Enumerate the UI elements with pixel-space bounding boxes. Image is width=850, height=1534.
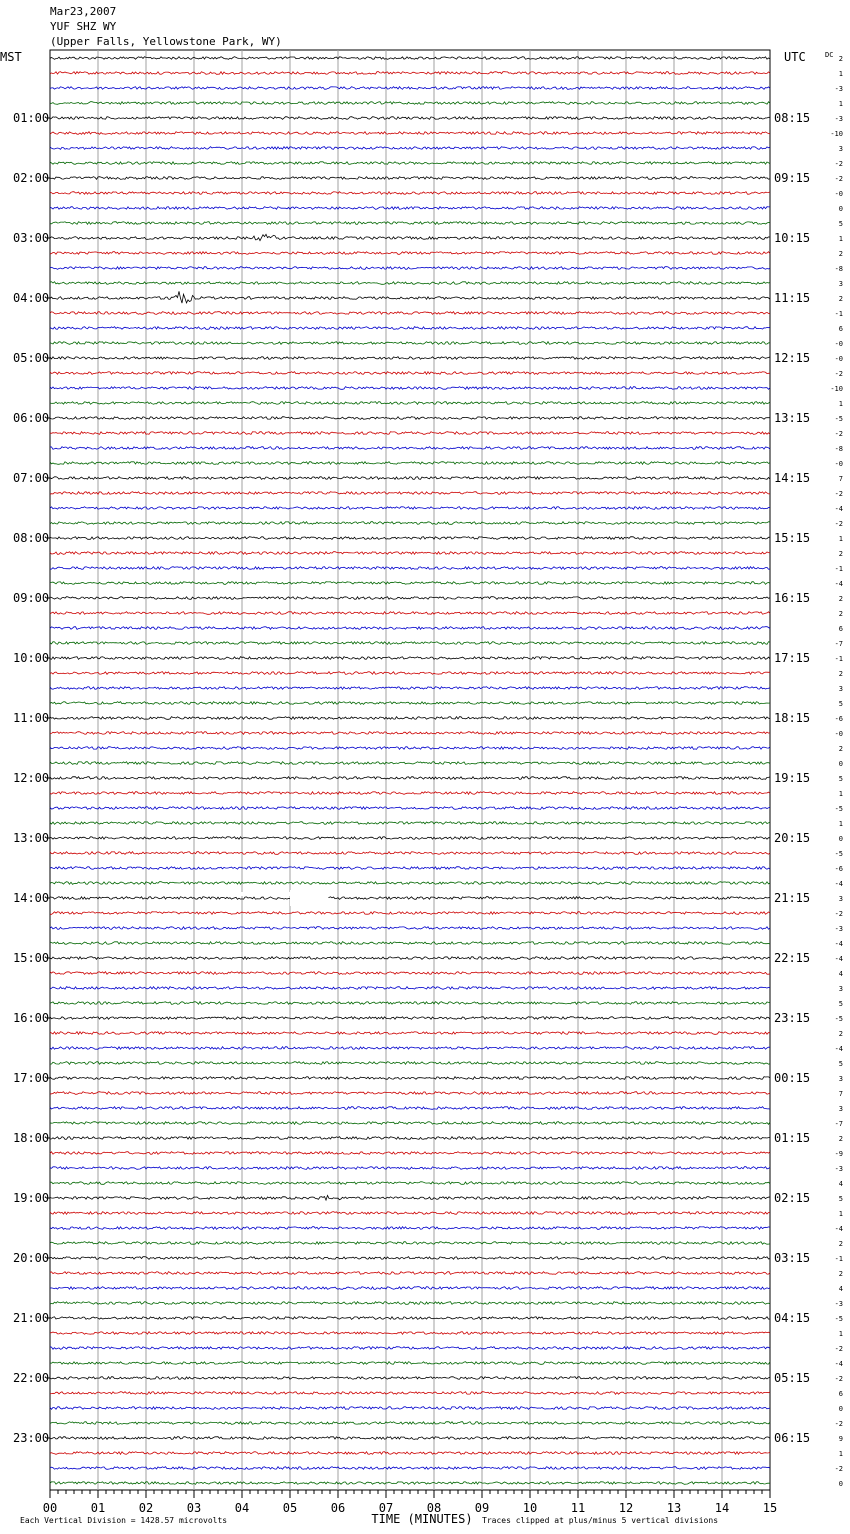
seismic-trace	[50, 1195, 770, 1200]
seismic-trace	[50, 162, 770, 165]
x-tick-label: 00	[42, 1501, 58, 1515]
x-tick-label: 02	[138, 1501, 154, 1515]
dc-offset-label: 2	[838, 1240, 843, 1248]
seismic-trace	[50, 57, 770, 60]
dc-offset-label: -6	[834, 865, 843, 873]
mst-hour-label: 18:00	[13, 1131, 50, 1145]
dc-offset-label: 7	[838, 1090, 843, 1098]
seismic-trace	[50, 1077, 770, 1080]
utc-hour-label: 00:15	[774, 1071, 811, 1085]
seismic-trace	[50, 1407, 770, 1410]
mst-hour-label: 21:00	[13, 1311, 50, 1325]
mst-hour-label: 08:00	[13, 531, 50, 545]
dc-offset-label: 2	[838, 595, 843, 603]
seismic-trace	[50, 912, 770, 915]
seismic-trace	[50, 1167, 770, 1170]
dc-offset-label: 1	[838, 400, 843, 408]
dc-offset-label: 0	[838, 760, 843, 768]
x-tick-label: 03	[186, 1501, 202, 1515]
seismic-trace	[50, 822, 770, 825]
seismic-trace	[50, 327, 770, 330]
dc-offset-label: -1	[834, 565, 843, 573]
dc-offset-label: -9	[834, 1150, 843, 1158]
dc-offset-label: -0	[834, 355, 843, 363]
dc-offset-label: -7	[834, 1120, 843, 1128]
mst-hour-label: 03:00	[13, 231, 50, 245]
mst-hour-label: 11:00	[13, 711, 50, 725]
mst-hour-label: 20:00	[13, 1251, 50, 1265]
utc-hour-label: 23:15	[774, 1011, 811, 1025]
utc-hour-label: 08:15	[774, 111, 811, 125]
dc-offset-label: 1	[838, 1210, 843, 1218]
seismic-trace	[50, 1452, 770, 1455]
dc-offset-label: 0	[838, 205, 843, 213]
dc-offset-label: -0	[834, 730, 843, 738]
dc-offset-label: -3	[834, 1300, 843, 1308]
dc-offset-label: -2	[834, 1420, 843, 1428]
seismic-trace	[50, 1227, 770, 1230]
dc-offset-label: -3	[834, 115, 843, 123]
dc-offset-label: -4	[834, 580, 843, 588]
mst-hour-label: 23:00	[13, 1431, 50, 1445]
dc-offset-label: 5	[838, 775, 843, 783]
seismic-trace	[50, 1347, 770, 1350]
dc-offset-label: -4	[834, 1360, 843, 1368]
seismic-trace	[50, 507, 770, 510]
seismic-trace	[50, 987, 770, 990]
dc-offset-label: -4	[834, 1045, 843, 1053]
dc-offset-label: -4	[834, 1225, 843, 1233]
seismic-trace	[50, 252, 770, 255]
x-axis-title: TIME (MINUTES)	[371, 1512, 473, 1526]
seismic-trace	[50, 492, 770, 495]
seismic-trace	[50, 402, 770, 405]
utc-hour-label: 18:15	[774, 711, 811, 725]
seismic-trace	[50, 1272, 770, 1275]
seismic-trace	[50, 342, 770, 345]
seismic-trace	[50, 267, 770, 270]
dc-offset-label: 5	[838, 1060, 843, 1068]
mst-hour-label: 06:00	[13, 411, 50, 425]
mst-hour-label: 22:00	[13, 1371, 50, 1385]
dc-offset-label: -8	[834, 265, 843, 273]
seismic-trace	[50, 462, 770, 465]
dc-offset-label: 2	[838, 670, 843, 678]
seismic-trace	[50, 291, 770, 303]
mst-hour-label: 01:00	[13, 111, 50, 125]
seismic-trace	[50, 1152, 770, 1155]
dc-offset-label: -2	[834, 160, 843, 168]
seismic-trace	[50, 702, 770, 705]
dc-offset-label: -2	[834, 1345, 843, 1353]
dc-offset-label: -0	[834, 460, 843, 468]
utc-hour-label: 21:15	[774, 891, 811, 905]
dc-offset-label: -5	[834, 805, 843, 813]
seismic-trace	[50, 387, 770, 390]
utc-hour-label: 12:15	[774, 351, 811, 365]
seismic-trace	[50, 1182, 770, 1185]
dc-offset-label: 2	[838, 55, 843, 63]
seismic-trace	[50, 792, 770, 795]
dc-offset-label: 1	[838, 235, 843, 243]
seismic-trace	[50, 957, 770, 960]
seismic-trace	[50, 102, 770, 105]
dc-offset-label: -7	[834, 640, 843, 648]
dc-offset-label: -2	[834, 175, 843, 183]
x-tick-label: 05	[282, 1501, 298, 1515]
x-tick-label: 08	[426, 1501, 442, 1515]
dc-offset-label: 3	[838, 685, 843, 693]
dc-offset-label: 1	[838, 1330, 843, 1338]
dc-offset-label: 0	[838, 1405, 843, 1413]
seismic-trace	[50, 1107, 770, 1110]
seismic-trace	[50, 897, 770, 900]
dc-offset-label: 3	[838, 895, 843, 903]
mst-hour-label: 09:00	[13, 591, 50, 605]
seismic-trace	[50, 177, 770, 180]
dc-offset-label: -2	[834, 910, 843, 918]
seismic-trace	[50, 1137, 770, 1140]
seismic-trace	[50, 582, 770, 585]
seismic-trace	[50, 132, 770, 135]
scale-note: Each Vertical Division = 1428.57 microvolts	[20, 1516, 228, 1525]
trace-dropout	[237, 892, 290, 896]
dc-offset-label: 4	[838, 1285, 843, 1293]
seismic-trace	[50, 1362, 770, 1365]
seismic-trace	[50, 1422, 770, 1425]
seismic-trace	[50, 1092, 770, 1095]
utc-hour-label: 14:15	[774, 471, 811, 485]
seismic-trace	[50, 1062, 770, 1065]
seismic-trace	[50, 1377, 770, 1380]
x-tick-label: 12	[618, 1501, 634, 1515]
seismic-trace	[50, 192, 770, 195]
x-tick-label: 10	[522, 1501, 538, 1515]
dc-offset-label: 3	[838, 1105, 843, 1113]
dc-offset-label: -4	[834, 955, 843, 963]
seismic-trace	[50, 777, 770, 780]
dc-offset-label: -5	[834, 1015, 843, 1023]
dc-offset-label: -10	[830, 385, 843, 393]
mst-hour-label: 14:00	[13, 891, 50, 905]
dc-offset-label: 5	[838, 1195, 843, 1203]
dc-offset-label: -5	[834, 1315, 843, 1323]
utc-hour-label: 13:15	[774, 411, 811, 425]
trace-dropout	[290, 890, 328, 906]
dc-offset-label: -0	[834, 340, 843, 348]
clip-note: Traces clipped at plus/minus 5 vertical divisions	[482, 1516, 719, 1525]
utc-hour-label: 19:15	[774, 771, 811, 785]
seismic-trace	[50, 222, 770, 225]
seismic-trace	[50, 207, 770, 210]
seismic-trace	[50, 552, 770, 555]
seismic-trace	[50, 1257, 770, 1260]
x-tick-label: 04	[234, 1501, 250, 1515]
dc-offset-label: 2	[838, 1135, 843, 1143]
mst-hour-label: 15:00	[13, 951, 50, 965]
seismic-trace	[50, 417, 770, 420]
dc-offset-label: 1	[838, 790, 843, 798]
seismic-trace	[50, 687, 770, 690]
seismic-trace	[50, 1467, 770, 1470]
dc-offset-label: -2	[834, 1465, 843, 1473]
seismic-trace	[50, 87, 770, 90]
seismic-trace	[50, 1122, 770, 1125]
x-tick-label: 06	[330, 1501, 346, 1515]
dc-offset-label: -3	[834, 925, 843, 933]
utc-hour-label: 02:15	[774, 1191, 811, 1205]
utc-hour-label: 16:15	[774, 591, 811, 605]
dc-offset-label: 1	[838, 820, 843, 828]
chart-header-location: (Upper Falls, Yellowstone Park, WY)	[50, 35, 282, 48]
x-tick-label: 14	[714, 1501, 730, 1515]
utc-hour-label: 06:15	[774, 1431, 811, 1445]
seismic-trace	[50, 477, 770, 480]
dc-offset-label: 2	[838, 550, 843, 558]
seismic-trace	[50, 762, 770, 765]
seismic-trace	[50, 1392, 770, 1395]
dc-offset-label: -1	[834, 310, 843, 318]
seismic-trace	[50, 942, 770, 945]
dc-offset-label: 1	[838, 100, 843, 108]
seismic-trace	[50, 1317, 770, 1320]
dc-offset-label: 3	[838, 985, 843, 993]
seismic-trace	[50, 372, 770, 375]
dc-offset-label: -5	[834, 850, 843, 858]
dc-offset-label: -10	[830, 130, 843, 138]
dc-offset-label: 2	[838, 1270, 843, 1278]
utc-hour-label: 01:15	[774, 1131, 811, 1145]
dc-offset-label: -1	[834, 1255, 843, 1263]
seismic-trace	[50, 1017, 770, 1020]
dc-offset-label: 6	[838, 625, 843, 633]
seismic-trace	[50, 837, 770, 840]
dc-offset-label: -4	[834, 505, 843, 513]
dc-offset-label: 1	[838, 1450, 843, 1458]
seismic-trace	[50, 627, 770, 630]
dc-offset-label: 2	[838, 1030, 843, 1038]
utc-hour-label: 03:15	[774, 1251, 811, 1265]
dc-offset-label: -2	[834, 1375, 843, 1383]
dc-offset-label: -4	[834, 940, 843, 948]
utc-hour-label: 20:15	[774, 831, 811, 845]
seismic-trace	[50, 882, 770, 885]
seismic-trace	[50, 1047, 770, 1050]
dc-offset-label: 4	[838, 1180, 843, 1188]
mst-hour-label: 02:00	[13, 171, 50, 185]
utc-hour-label: 04:15	[774, 1311, 811, 1325]
x-tick-label: 13	[666, 1501, 682, 1515]
x-tick-label: 07	[378, 1501, 394, 1515]
utc-hour-label: 05:15	[774, 1371, 811, 1385]
dc-offset-label: 5	[838, 700, 843, 708]
seismic-trace	[50, 1332, 770, 1335]
seismic-trace	[50, 747, 770, 750]
seismic-trace	[50, 567, 770, 570]
seismic-trace	[50, 807, 770, 810]
left-axis-title: MST	[0, 50, 22, 64]
dc-offset-label: 4	[838, 970, 843, 978]
plot-frame	[50, 50, 770, 1490]
seismic-trace	[50, 717, 770, 720]
dc-offset-label: 0	[838, 1480, 843, 1488]
dc-offset-label: -1	[834, 655, 843, 663]
dc-offset-label: -5	[834, 415, 843, 423]
seismic-trace	[50, 1212, 770, 1215]
dc-offset-label: 2	[838, 295, 843, 303]
mst-hour-label: 12:00	[13, 771, 50, 785]
dc-offset-label: 2	[838, 610, 843, 618]
mst-hour-label: 10:00	[13, 651, 50, 665]
seismic-trace	[50, 1032, 770, 1035]
seismic-trace	[50, 642, 770, 645]
dc-offset-label: 6	[838, 1390, 843, 1398]
dc-offset-label: 1	[838, 70, 843, 78]
seismic-trace	[50, 282, 770, 285]
x-tick-label: 11	[570, 1501, 586, 1515]
seismic-trace	[50, 852, 770, 855]
seismic-trace	[50, 72, 770, 75]
dc-offset-label: 1	[838, 535, 843, 543]
dc-offset-label: 3	[838, 1075, 843, 1083]
dc-offset-label: 3	[838, 145, 843, 153]
dc-offset-label: 2	[838, 745, 843, 753]
x-tick-label: 09	[474, 1501, 490, 1515]
mst-hour-label: 13:00	[13, 831, 50, 845]
utc-hour-label: 15:15	[774, 531, 811, 545]
seismic-trace	[50, 597, 770, 600]
dc-offset-label: -4	[834, 880, 843, 888]
mst-hour-label: 17:00	[13, 1071, 50, 1085]
dc-offset-label: 6	[838, 325, 843, 333]
seismic-trace	[50, 117, 770, 120]
dc-offset-label: -8	[834, 445, 843, 453]
seismic-trace	[50, 522, 770, 525]
right-axis-title: UTC	[784, 50, 806, 64]
seismic-trace	[50, 867, 770, 870]
x-tick-label: 01	[90, 1501, 106, 1515]
seismic-trace	[50, 1242, 770, 1245]
seismic-trace	[50, 447, 770, 450]
dc-offset-label: 9	[838, 1435, 843, 1443]
seismic-trace	[50, 1437, 770, 1440]
mst-hour-label: 04:00	[13, 291, 50, 305]
seismic-trace	[50, 147, 770, 150]
x-tick-label: 15	[762, 1501, 778, 1515]
seismic-trace	[50, 1482, 770, 1485]
dc-offset-label: -2	[834, 520, 843, 528]
seismic-trace	[50, 672, 770, 675]
dc-offset-label: 5	[838, 220, 843, 228]
seismic-trace	[50, 432, 770, 435]
dc-offset-label: -2	[834, 490, 843, 498]
seismic-trace	[50, 312, 770, 315]
seismic-trace	[50, 732, 770, 735]
mst-hour-label: 16:00	[13, 1011, 50, 1025]
dc-label: DC	[825, 51, 834, 59]
seismic-trace	[50, 357, 770, 360]
seismic-trace	[50, 1002, 770, 1005]
mst-hour-label: 07:00	[13, 471, 50, 485]
dc-offset-label: -2	[834, 370, 843, 378]
seismic-trace	[50, 927, 770, 930]
utc-hour-label: 09:15	[774, 171, 811, 185]
dc-offset-label: -2	[834, 430, 843, 438]
dc-offset-label: -6	[834, 715, 843, 723]
utc-hour-label: 22:15	[774, 951, 811, 965]
utc-hour-label: 10:15	[774, 231, 811, 245]
utc-hour-label: 17:15	[774, 651, 811, 665]
utc-hour-label: 11:15	[774, 291, 811, 305]
seismic-trace	[50, 972, 770, 975]
seismic-trace	[50, 537, 770, 540]
dc-offset-label: -0	[834, 190, 843, 198]
dc-offset-label: 0	[838, 835, 843, 843]
seismic-trace	[50, 1302, 770, 1305]
dc-offset-label: -3	[834, 1165, 843, 1173]
dc-offset-label: 7	[838, 475, 843, 483]
seismic-trace	[50, 657, 770, 660]
seismic-trace	[50, 1287, 770, 1290]
seismic-trace	[50, 612, 770, 615]
dc-offset-label: 5	[838, 1000, 843, 1008]
dc-offset-label: 2	[838, 250, 843, 258]
mst-hour-label: 19:00	[13, 1191, 50, 1205]
dc-offset-label: 3	[838, 280, 843, 288]
chart-header-station: YUF SHZ WY	[50, 20, 117, 33]
mst-hour-label: 05:00	[13, 351, 50, 365]
seismic-trace	[50, 234, 770, 240]
dc-offset-label: -3	[834, 85, 843, 93]
chart-header-date: Mar23,2007	[50, 5, 117, 18]
